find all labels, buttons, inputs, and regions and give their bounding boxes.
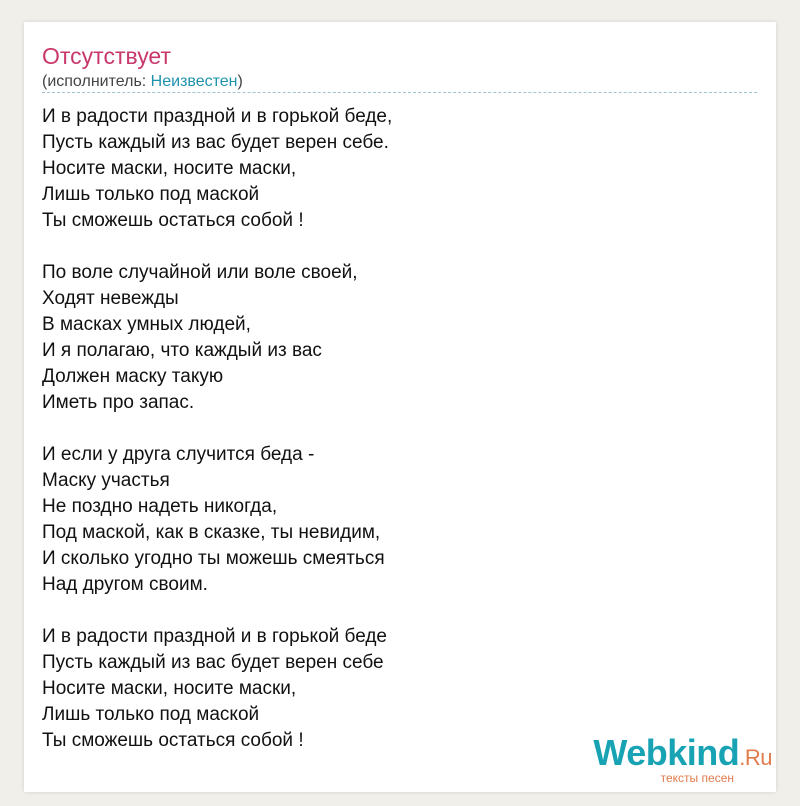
- lyric-line: Под маской, как в сказке, ты невидим,: [42, 522, 381, 543]
- brand-tagline: тексты песен: [660, 771, 734, 785]
- lyric-line: Маску участья: [42, 470, 170, 491]
- artist-link[interactable]: Неизвестен: [150, 73, 238, 90]
- lyric-line: Пусть каждый из вас будет верен себе: [42, 652, 384, 673]
- stanza: [42, 104, 392, 234]
- stanza: [42, 442, 392, 598]
- lyric-line: И сколько угодно ты можешь смеяться: [42, 548, 385, 569]
- lyric-line: Не поздно надеть никогда,: [42, 496, 278, 517]
- lyric-line: И в радости праздной и в горькой беде: [42, 626, 387, 647]
- lyric-line: Носите маски, носите маски,: [42, 678, 297, 699]
- lyric-line: И я полагаю, что каждый из вас: [42, 340, 322, 361]
- brand-tld: .Ru: [739, 745, 772, 770]
- lyric-line: Иметь про запас.: [42, 392, 195, 413]
- lyric-line: Пусть каждый из вас будет верен себе.: [42, 132, 389, 153]
- lyric-line: Ты сможешь остаться собой !: [42, 210, 304, 231]
- artist-prefix: (исполнитель:: [42, 73, 151, 90]
- lyric-line: Над другом своим.: [42, 574, 208, 595]
- brand-name: [593, 732, 772, 776]
- lyric-line: Должен маску такую: [42, 366, 224, 387]
- lyric-line: Лишь только под маской: [42, 704, 260, 725]
- stanza: [42, 624, 392, 754]
- lyric-line: В масках умных людей,: [42, 314, 251, 335]
- lyric-line: Ты сможешь остаться собой !: [42, 730, 304, 751]
- lyric-line: Носите маски, носите маски,: [42, 158, 297, 179]
- lyric-line: Лишь только под маской: [42, 184, 260, 205]
- song-title: Отсутствует: [42, 43, 171, 69]
- artist-suffix: ): [237, 73, 243, 90]
- lyric-line: Ходят невежды: [42, 288, 179, 309]
- lyric-line: И если у друга случится беда -: [42, 444, 315, 465]
- lyric-line: По воле случайной или воле своей,: [42, 262, 358, 283]
- stanza: [42, 260, 392, 416]
- title-divider: [42, 92, 757, 93]
- brand-name-text: Webkind: [593, 732, 740, 773]
- brand-logo[interactable]: [593, 732, 772, 785]
- lyrics-card: [24, 22, 776, 792]
- lyrics-body: [42, 104, 392, 780]
- lyric-line: И в радости праздной и в горькой беде,: [42, 106, 393, 127]
- artist-line: [42, 72, 243, 92]
